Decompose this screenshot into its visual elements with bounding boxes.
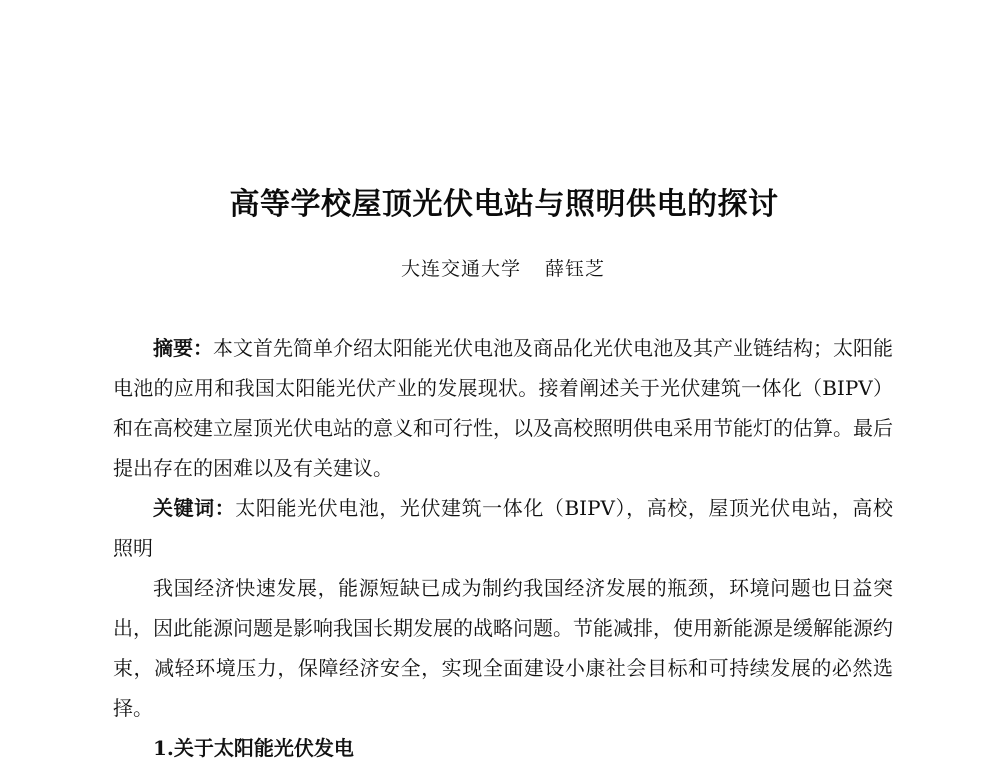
intro-section bbox=[113, 568, 893, 728]
keywords-paragraph bbox=[113, 488, 893, 568]
section-heading: 1.关于太阳能光伏发电 bbox=[153, 736, 354, 760]
abstract-label: 摘要： bbox=[153, 336, 213, 360]
keywords-section bbox=[113, 488, 893, 568]
author-name: 薛钰芝 bbox=[545, 258, 606, 280]
abstract-text: 本文首先简单介绍太阳能光伏电池及商品化光伏电池及其产业链结构；太阳能电池的应用和我国太阳能光伏产业的发展现状。接着阐述关于光伏建筑一体化（BIPV）和在高校建立屋顶光伏电站的意义和可行性，以及高校照明供电采用节能灯的估算。最后提出存在的困难以及有关建议。 bbox=[113, 336, 893, 480]
keywords-text: 太阳能光伏电池，光伏建筑一体化（BIPV），高校，屋顶光伏电站，高校照明 bbox=[113, 496, 894, 560]
keywords-label: 关键词： bbox=[153, 496, 236, 520]
author-affiliation: 大连交通大学 bbox=[400, 258, 521, 280]
abstract-section bbox=[113, 328, 893, 488]
author-line bbox=[0, 255, 1000, 283]
abstract-paragraph bbox=[113, 328, 893, 488]
paper-title: 高等学校屋顶光伏电站与照明供电的探讨 bbox=[229, 187, 779, 222]
intro-paragraph: 我国经济快速发展，能源短缺已成为制约我国经济发展的瓶颈，环境问题也日益突出，因此能源问题是影响我国长期发展的战略问题。节能减排，使用新能源是缓解能源约束，减轻环境压力，保障经济安全，实现全面建设小康社会目标和可持续发展的必然选择。 bbox=[113, 576, 893, 720]
